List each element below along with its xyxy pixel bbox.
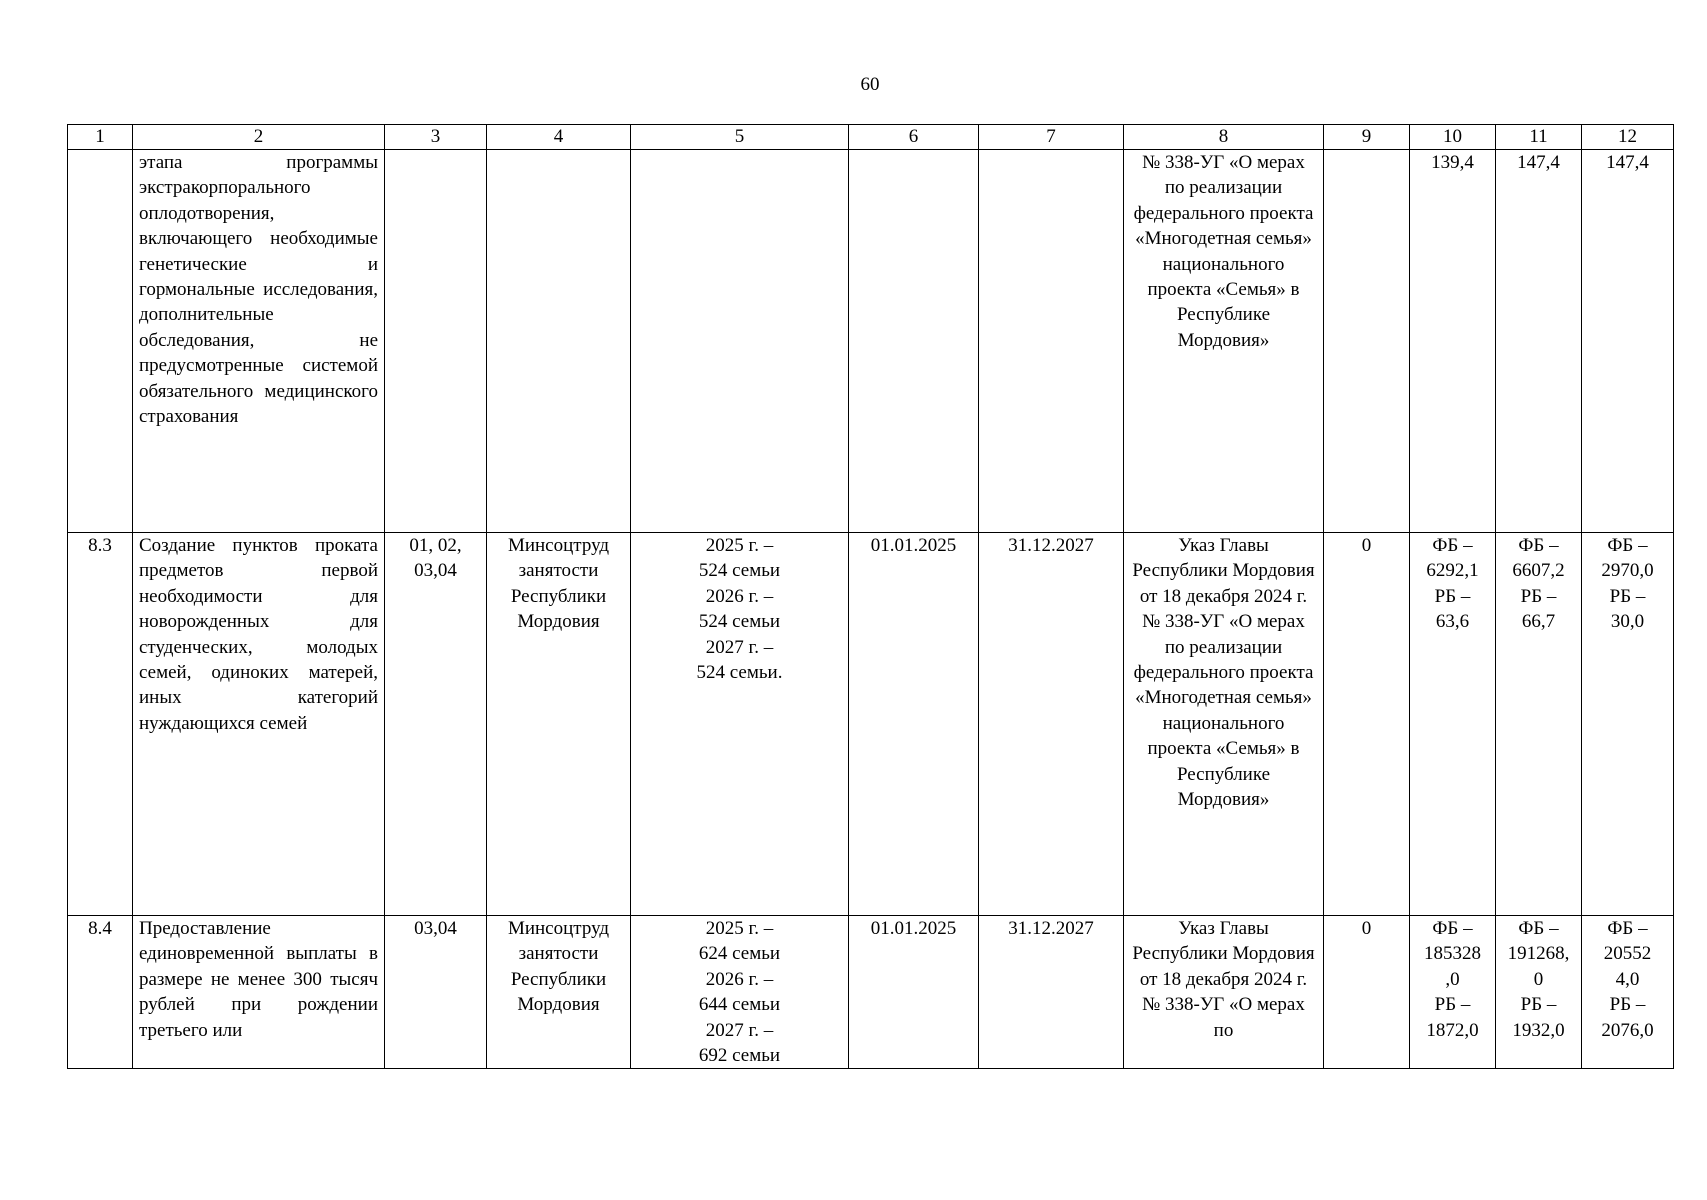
task-codes: 03,04 [385, 916, 487, 1069]
cell-line: 139,4 [1431, 152, 1474, 173]
task-codes: 01, 02, 03,04 [385, 533, 487, 916]
col-header: 4 [487, 125, 631, 150]
cell-line: РБ – [1609, 585, 1646, 607]
cell-line: 2025 г. – [705, 535, 774, 556]
funding-2026 [1496, 916, 1582, 1069]
start-date: 01.01.2025 [849, 916, 979, 1069]
cell-line: 524 семьи. [696, 662, 783, 684]
cell-line: ФБ – [1607, 918, 1648, 939]
cell-line: 524 семьи [698, 611, 781, 633]
funding-2027 [1582, 916, 1674, 1069]
col-header: 1 [68, 125, 133, 150]
cell-line: 6292,1 [1426, 560, 1479, 582]
table-row [68, 150, 1674, 533]
funding-2025 [1410, 150, 1496, 533]
result-indicator [631, 533, 849, 916]
cell-line: 20552 [1603, 943, 1652, 965]
cell-line: 2076,0 [1601, 1019, 1654, 1041]
legal-basis: № 338-УГ «О мерах по реализации федерального проекта «Многодетная семья» национального проекта «Семья» в Республике Мордовия» [1124, 150, 1324, 533]
legal-basis: Указ Главы Республики Мордовия от 18 декабря 2024 г. № 338-УГ «О мерах по реализации федерального проекта «Многодетная семья» национального проекта «Семья» в Республике Мордовия» [1124, 533, 1324, 916]
col-header: 11 [1496, 125, 1582, 150]
funding-2026 [1496, 150, 1582, 533]
cell-line: РБ – [1434, 585, 1471, 607]
cell-line: ФБ – [1432, 535, 1473, 556]
item-number: 8.3 [68, 533, 133, 916]
table-row [68, 533, 1674, 916]
cell-line: 4,0 [1615, 968, 1640, 990]
cell-line: 2027 г. – [705, 1019, 774, 1041]
col-9-value: 0 [1324, 533, 1410, 916]
cell-line: 6607,2 [1512, 560, 1565, 582]
cell-line: РБ – [1434, 994, 1471, 1016]
responsible-executor: Минсоцтруд занятости Республики Мордовия [487, 533, 631, 916]
col-header: 8 [1124, 125, 1324, 150]
col-9-value: 0 [1324, 916, 1410, 1069]
cell-line: 147,4 [1606, 152, 1649, 173]
cell-line: 63,6 [1435, 611, 1470, 633]
start-date [849, 150, 979, 533]
measure-name: Создание пунктов проката предметов первой необходимости для новорожденных для студенческих, молодых семей, одиноких матерей, иных категорий нуждающихся семей [133, 533, 385, 916]
cell-line: ФБ – [1607, 535, 1648, 556]
cell-line: ,0 [1445, 968, 1460, 990]
cell-line: 644 семьи [698, 994, 781, 1016]
col-header: 10 [1410, 125, 1496, 150]
item-number: 8.4 [68, 916, 133, 1069]
start-date: 01.01.2025 [849, 533, 979, 916]
table-row [68, 916, 1674, 1069]
cell-line: 2026 г. – [705, 585, 774, 607]
cell-line: 2026 г. – [705, 968, 774, 990]
responsible-executor [487, 150, 631, 533]
cell-line: 0 [1533, 968, 1544, 990]
cell-line: 2027 г. – [705, 636, 774, 658]
cell-line: 191268, [1507, 943, 1570, 965]
col-header: 2 [133, 125, 385, 150]
cell-line: 185328 [1424, 943, 1481, 965]
col-9-value [1324, 150, 1410, 533]
result-indicator [631, 150, 849, 533]
cell-line: РБ – [1609, 994, 1646, 1016]
col-header: 3 [385, 125, 487, 150]
cell-line: 66,7 [1521, 611, 1556, 633]
col-header: 12 [1582, 125, 1674, 150]
cell-line: ФБ – [1518, 918, 1559, 939]
cell-line: РБ – [1520, 585, 1557, 607]
cell-line: ФБ – [1518, 535, 1559, 556]
funding-2026 [1496, 533, 1582, 916]
cell-line: РБ – [1520, 994, 1557, 1016]
end-date: 31.12.2027 [979, 533, 1124, 916]
measures-table [67, 124, 1674, 1069]
measure-name: этапа программы экстракорпорального оплодотворения, включающего необходимые генетические и гормональные исследования, дополнительные обследования, не предусмотренные системой обязательного медицинского страхования [133, 150, 385, 533]
page-number: 60 [860, 74, 880, 95]
cell-line: ФБ – [1432, 918, 1473, 939]
legal-basis: Указ Главы Республики Мордовия от 18 декабря 2024 г. № 338-УГ «О мерах по [1124, 916, 1324, 1069]
end-date [979, 150, 1124, 533]
cell-line: 1932,0 [1512, 1019, 1565, 1041]
cell-line: 2025 г. – [705, 918, 774, 939]
cell-line: 524 семьи [698, 560, 781, 582]
col-header: 7 [979, 125, 1124, 150]
cell-line: 692 семьи [698, 1045, 781, 1067]
measure-name: Предоставление единовременной выплаты в размере не менее 300 тысяч рублей при рождении третьего или [133, 916, 385, 1069]
item-number [68, 150, 133, 533]
funding-2027 [1582, 533, 1674, 916]
end-date: 31.12.2027 [979, 916, 1124, 1069]
col-header: 6 [849, 125, 979, 150]
col-header: 9 [1324, 125, 1410, 150]
header-row [68, 125, 1674, 150]
responsible-executor: Минсоцтруд занятости Республики Мордовия [487, 916, 631, 1069]
cell-line: 30,0 [1610, 611, 1645, 633]
cell-line: 1872,0 [1426, 1019, 1479, 1041]
cell-line: 147,4 [1517, 152, 1560, 173]
col-header: 5 [631, 125, 849, 150]
result-indicator [631, 916, 849, 1069]
funding-2025 [1410, 533, 1496, 916]
cell-line: 2970,0 [1601, 560, 1654, 582]
cell-line: 624 семьи [698, 943, 781, 965]
funding-2025 [1410, 916, 1496, 1069]
funding-2027 [1582, 150, 1674, 533]
task-codes [385, 150, 487, 533]
